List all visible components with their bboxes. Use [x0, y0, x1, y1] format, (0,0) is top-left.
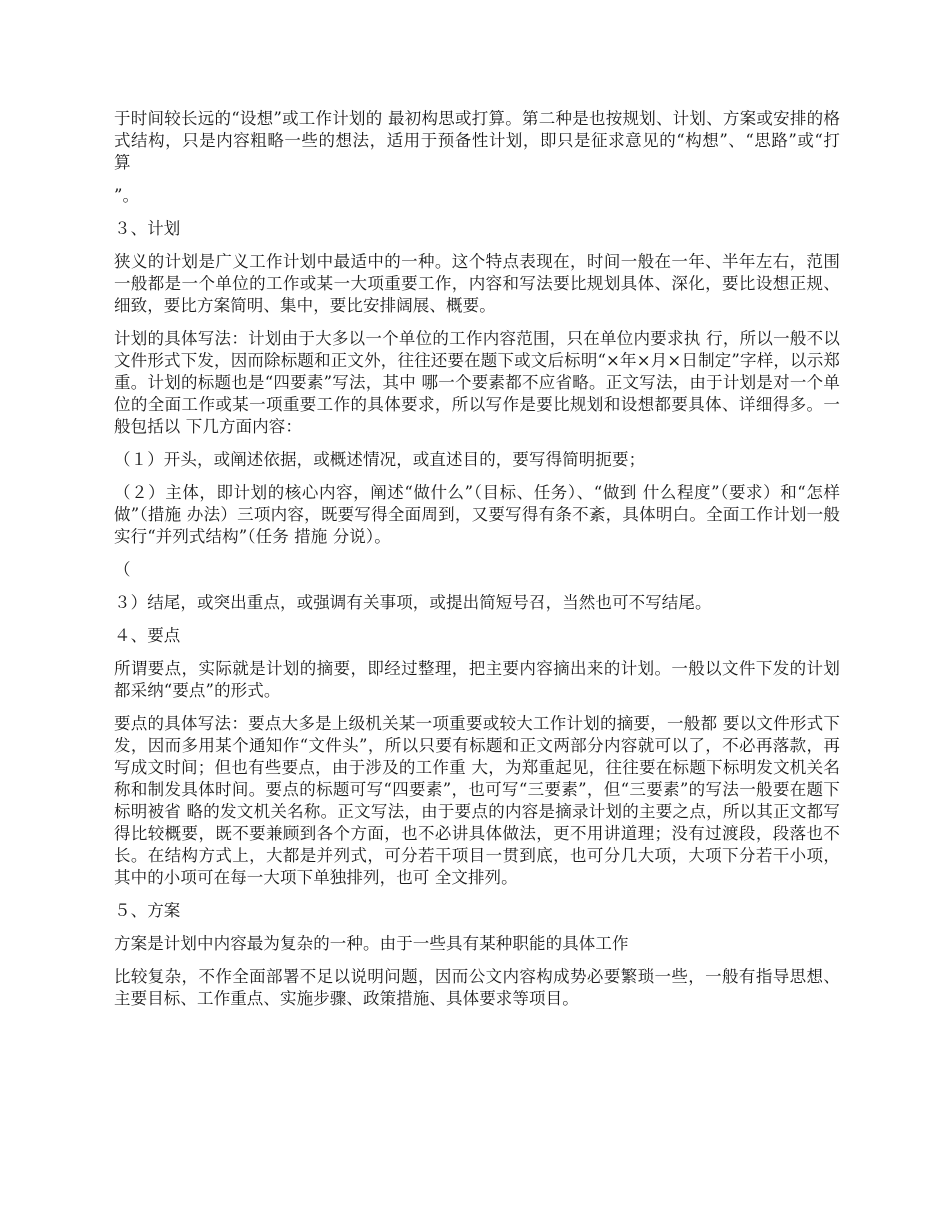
list-item-opening: （１）开头，或阐述依据，或概述情况，或直述目的，要写得简明扼要；	[114, 450, 646, 469]
section-heading-plan: ３、计划	[114, 219, 181, 238]
document-page	[114, 108, 840, 1021]
paragraph-scheme-detail: 比较复杂，不作全面部署不足以说明问题，因而公文内容构成势必要繁琐一些，一般有指导思想、主要目标、工作重点、实施步骤、政策措施、具体要求等项目。	[114, 967, 840, 1008]
section-heading-key-points: ４、要点	[114, 626, 181, 645]
paragraph-scheme-definition: 方案是计划中内容最为复杂的一种。由于一些具有某种职能的具体工作	[114, 934, 629, 953]
paragraph-key-points-writing: 要点的具体写法：要点大多是上级机关某一项重要或较大工作计划的摘要，一般都 要以文件形式下发，因而多用某个通知作“文件头”，所以只要有标题和正文两部分内容就可以了，不必再落款，再写成文时间；但也有些要点，由于涉及的工作重 大，为郑重起见，往往要在标题下标明发文机关名称和制发具体时间。要点的标题可写“四要素”，也可写“三要素”，但“三要素”的写法一般要在题下标明被省 略的发文机关名称。正文写法，由于要点的内容是摘录计划的主要之点，所以其正文都写得比较概要，既不要兼顾到各个方面，也不必讲具体做法，更不用讲道理；没有过渡段，段落也不长。在结构方式上，大都是并列式，可分若干项目一贯到底，也可分几大项，大项下分若干小项，其中的小项可在每一大项下单独排列，也可 全文排列。	[114, 714, 840, 887]
list-item-paren-fragment: （	[114, 560, 131, 579]
paragraph-key-points-definition: 所谓要点，实际就是计划的摘要，即经过整理，把主要内容摘出来的计划。一般以文件下发的计划都采纳“要点”的形式。	[114, 659, 840, 700]
paragraph-plan-writing: 计划的具体写法：计划由于大多以一个单位的工作内容范围，只在单位内要求执 行，所以一般不以文件形式下发，因而除标题和正文外，往往还要在题下或文后标明“×年×月×日制定”字样，以示郑重。计划的标题也是“四要素”写法，其中 哪一个要素都不应省略。正文写法，由于计划是对一个单位的全面工作或某一项重要工作的具体要求，所以写作是要比规划和设想都要具体、详细得多。一般包括以 下几方面内容：	[114, 329, 840, 436]
paragraph-intro-continued: 于时间较长远的“设想”或工作计划的 最初构思或打算。第二种是也按规划、计划、方案或安排的格式结构，只是内容粗略一些的想法，适用于预备性计划，即只是征求意见的“构想”、“思路”或“打 算	[114, 109, 840, 172]
list-item-ending: ３）结尾，或突出重点，或强调有关事项，或提出简短号召，当然也可不写结尾。	[114, 593, 712, 612]
list-item-body: （２）主体，即计划的核心内容，阐述“做什么”（目标、任务）、“做到 什么程度”（要求）和“怎样做”（措施 办法）三项内容，既要写得全面周到，又要写得有条不紊，具体明白。全面工作计划一般实行“并列式结构”（任务 措施 分说）。	[114, 483, 840, 546]
paragraph-plan-definition: 狭义的计划是广义工作计划中最适中的一种。这个特点表现在，时间一般在一年、半年左右，范围一般都是一个单位的工作或某一大项重要工作，内容和写法要比规划具体、深化，要比设想正规、细致，要比方案简明、集中，要比安排阔展、概要。	[114, 252, 840, 315]
section-heading-scheme: ５、方案	[114, 901, 181, 920]
paragraph-closing-quote: ”。	[114, 186, 140, 205]
